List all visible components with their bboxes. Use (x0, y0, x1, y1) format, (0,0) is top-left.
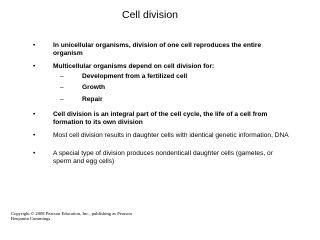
bullet-marker: • (33, 150, 36, 157)
sub-dash: – (60, 73, 64, 80)
bullet-marker: • (33, 111, 36, 118)
sub-dash: – (60, 96, 64, 103)
copyright-footer (11, 211, 132, 222)
slide-title: Cell division (121, 9, 179, 21)
bullet-multicellular: Multicellular organisms depend on cell division for: (53, 63, 215, 70)
sub-item-development: Development from a fertilized cell (82, 73, 188, 80)
bullet-marker: • (33, 132, 36, 139)
copyright-line-2: Benjamin Cummings (11, 216, 51, 222)
bullet-identical-genetic: Most cell division results in daughter cells with identical genetic information, DNA (53, 132, 289, 139)
bullet-cell-cycle: Cell division is an integral part of the cell cycle, the life of a cell from formation to its own division (53, 111, 268, 127)
sub-item-repair: Repair (82, 96, 103, 103)
sub-item-growth: Growth (82, 84, 106, 91)
bullet-marker: • (33, 42, 36, 49)
copyright-line-1: Copyright © 2008 Pearson Education, Inc., publishing as Pearson (11, 211, 132, 216)
sub-dash: – (60, 84, 64, 91)
bullet-gametes: A special type of division produces nondenticalI daughter cells (gametes, or sperm and egg cells) (53, 150, 273, 166)
bullet-unicellular: In unicellular organisms, division of one cell reproduces the entire organism (53, 42, 262, 58)
bullet-marker: • (33, 63, 36, 70)
